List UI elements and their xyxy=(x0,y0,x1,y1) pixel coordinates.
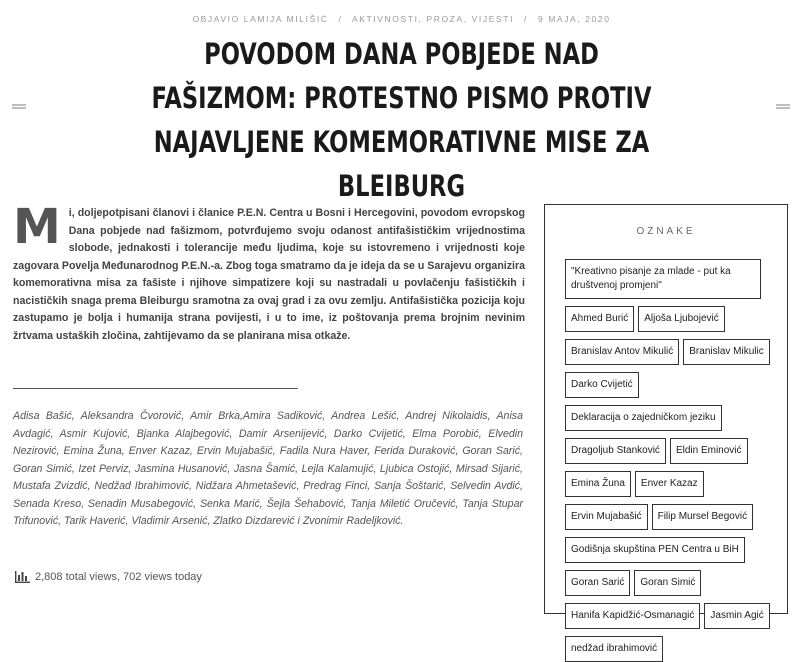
post-author[interactable]: OBJAVIO LAMIJA MILIŠIĆ xyxy=(192,14,329,24)
views-counter xyxy=(15,571,202,583)
tag-link[interactable]: "Kreativno pisanje za mlade - put ka društvenoj promjeni" xyxy=(565,259,761,299)
page-title: POVODOM DANA POBJEDE NAD FAŠIZMOM: PROTESTNO PISMO PROTIV NAJAVLJENE KOMEMORATIVNE MISE ZA BLEIBURG xyxy=(151,37,652,203)
article-body xyxy=(13,199,525,345)
post-meta xyxy=(0,14,803,24)
tag-link[interactable]: Darko Cvijetić xyxy=(565,372,639,398)
tag-link[interactable]: Ahmed Burić xyxy=(565,306,634,332)
tag-link[interactable]: Aljoša Ljubojević xyxy=(638,306,725,332)
tag-link[interactable]: Branislav Mikulic xyxy=(683,339,769,365)
menu-lines-icon[interactable] xyxy=(12,104,26,106)
tag-link[interactable]: Goran Simić xyxy=(634,570,701,596)
tag-link[interactable]: nedžad ibrahimović xyxy=(565,636,663,662)
tag-link[interactable]: Jasmin Agić xyxy=(704,603,769,629)
post-date: 9 MAJA, 2020 xyxy=(537,14,611,24)
signers-list: Adisa Bašić, Aleksandra Čvorović, Amir Brka,Amira Sadiković, Andrea Lešić, Andrej Nikolaidis, Anisa Avdagić, Asmir Kujović, Bjanka Alajbegović, Damir Arsenijević, Darko Cvijetić, Elma Porobić, Elvedin Nezirović, Emina Žuna, Enver Kazaz, Ervin Mujabašić, Fadila Nura Haver, Ferida Duraković, Goran Sarić, Goran Simić, Izet Perviz, Jasmina Husanović, Jasna Šamić, Lejla Kalamujić, Ljubica Ostojić, Mirsad Sijarić, Mustafa Zvizdić, Nedžad Ibrahimović, Nidžara Ahmetašević, Predrag Finci, Sanja Šoštarić, Selvedin Avdić, Senada Kreso, Senadin Musabegović, Senka Marić, Šejla Šehabović, Tanja Miletić Oručević, Tanja Stupar Trifunović, Tarik Haverić, Vladimir Arsenić, Zlatko Dizdarević i Zvonimir Radeljković. xyxy=(13,410,523,527)
tag-link[interactable]: Eldin Eminović xyxy=(670,438,748,464)
meta-separator: / xyxy=(524,14,528,24)
tag-link[interactable]: Hanifa Kapidžić-Osmanagić xyxy=(565,603,700,629)
tag-link[interactable]: Branislav Antov Mikulić xyxy=(565,339,679,365)
article-lead xyxy=(13,199,525,345)
tag-link[interactable]: Enver Kazaz xyxy=(635,471,704,497)
views-text: 2,808 total views, 702 views today xyxy=(35,571,202,583)
tag-link[interactable]: Filip Mursel Begović xyxy=(652,504,753,530)
tags-widget-title: OZNAKE xyxy=(636,226,696,237)
tag-link[interactable]: Deklaracija o zajedničkom jeziku xyxy=(565,405,722,431)
tags-widget xyxy=(544,204,788,654)
menu-lines-icon[interactable] xyxy=(776,104,790,106)
post-categories[interactable]: AKTIVNOSTI, PROZA, VIJESTI xyxy=(352,14,515,24)
tag-cloud xyxy=(565,259,777,662)
lead-text: i, doljepotpisani članovi i članice P.E.N. Centra u Bosni i Hercegovini, povodom evropskog Dana pobjede nad fašizmom, potvrđujemo svoju odanost antifašističkim vrijednostima slobode, jednakosti i tolerancije među ljudima, koje su istovremeno i vrijednosti koje zagovara Povelja Međunarodnog P.E.N.-a. Zbog toga smatramo da je ideja da se u Sarajevu organizira komemorativna misa za fašiste i njihove simpatizere koji su nastradali u povlačenju fašističkih i nacističkih snaga prema Bleiburgu sramotna za ovaj grad i za ovu zemlju. Antifašistička pozicija koju zastupamo je bolja i humanija strana povijesti, i u to ime, iz poštovanja prema brojnim nevinim žrtvama ustaških zločina, zahtijevamo da se planirana misa otkaže. xyxy=(13,207,525,342)
tag-link[interactable]: Dragoljub Stanković xyxy=(565,438,666,464)
dropcap: M xyxy=(13,199,61,255)
tag-link[interactable]: Goran Sarić xyxy=(565,570,630,596)
tag-link[interactable]: Godišnja skupština PEN Centra u BiH xyxy=(565,537,745,563)
bar-chart-icon xyxy=(15,571,30,583)
tag-link[interactable]: Emina Žuna xyxy=(565,471,631,497)
tag-link[interactable]: Ervin Mujabašić xyxy=(565,504,648,530)
divider xyxy=(13,388,298,389)
meta-separator: / xyxy=(338,14,343,24)
